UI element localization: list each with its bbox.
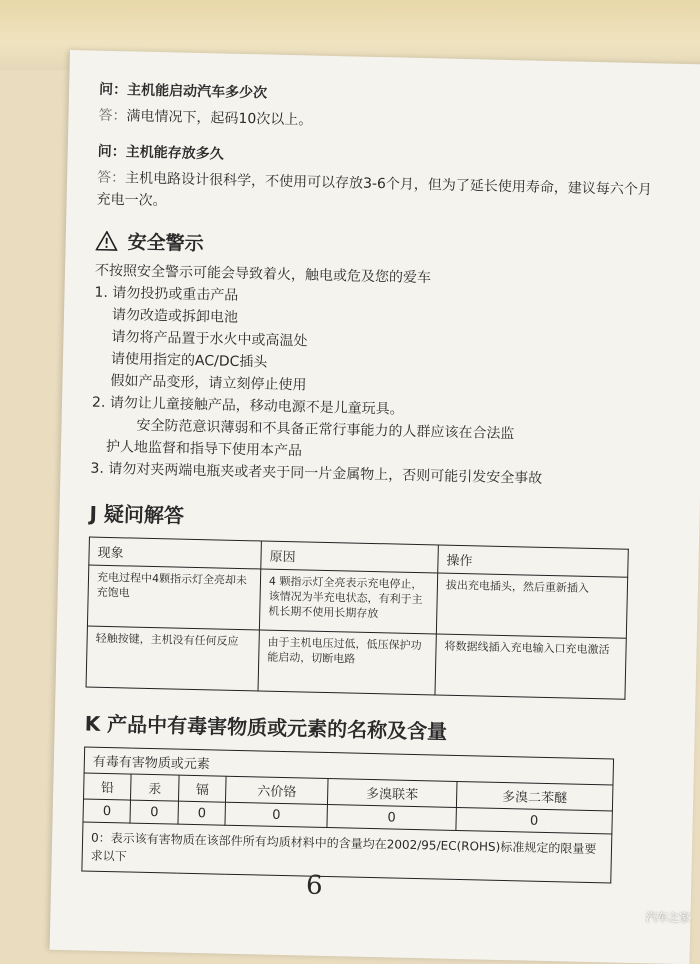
safety-intro: 不按照安全警示可能会导致着火，触电或危及您的爱车 bbox=[95, 260, 655, 295]
qa-block-1 bbox=[98, 79, 659, 140]
safety-item: 假如产品变形，请立刻停止使用 bbox=[92, 370, 652, 405]
table-row bbox=[86, 626, 626, 699]
page-number: 6 bbox=[306, 871, 323, 901]
hazard-value: 0 bbox=[178, 801, 226, 825]
question-1: 问：主机能启动汽车多少次 bbox=[99, 79, 659, 112]
faq-table bbox=[86, 537, 629, 700]
hazard-note: 0：表示该有害物质在该部件所有均质材料中的含量均在2002/95/EC(ROHS)标准规定的限量要求以下 bbox=[82, 822, 612, 883]
warning-triangle-icon bbox=[95, 230, 117, 250]
hazard-value: 0 bbox=[456, 807, 613, 834]
watermark: 汽车之家 bbox=[646, 909, 690, 925]
hazard-column: 镉 bbox=[178, 775, 226, 802]
faq-cell: 充电过程中4颗指示灯全亮却未充饱电 bbox=[87, 565, 260, 630]
manual-page bbox=[50, 50, 700, 964]
hazard-value: 0 bbox=[130, 800, 178, 824]
hazard-value: 0 bbox=[225, 802, 327, 827]
hazard-column: 汞 bbox=[131, 774, 179, 801]
question-2: 问：主机能存放多久 bbox=[97, 141, 657, 174]
safety-title: 安全警示 bbox=[127, 227, 204, 256]
faq-title: J 疑问解答 bbox=[89, 498, 650, 540]
safety-item: 请勿改造或拆卸电池 bbox=[94, 304, 654, 339]
hazard-table bbox=[81, 747, 614, 884]
safety-item: 2. 请勿让儿童接触产品，移动电源不是儿童玩具。 bbox=[92, 392, 652, 427]
faq-cell: 由于主机电压过低，低压保护功能启动，切断电路 bbox=[258, 630, 436, 695]
faq-cell: 轻触按键，主机没有任何反应 bbox=[86, 626, 259, 691]
safety-item: 1. 请勿投扔或重击产品 bbox=[94, 282, 654, 317]
safety-item: 3. 请勿对夹两端电瓶夹或者夹于同一片金属物上，否则可能引发安全事故 bbox=[90, 458, 650, 493]
faq-header: 原因 bbox=[261, 541, 439, 573]
answer-label: 答： bbox=[98, 108, 126, 125]
hazard-value: 0 bbox=[83, 799, 131, 823]
hazard-column: 多溴二苯醚 bbox=[456, 781, 613, 811]
faq-cell: 将数据线插入充电输入口充电激活 bbox=[435, 634, 626, 699]
answer-text: 主机电路设计很科学，不使用可以存放3-6个月，但为了延长使用寿命，建议每六个月充电一次。 bbox=[96, 170, 652, 209]
qa-block-2 bbox=[96, 141, 657, 224]
answer-1 bbox=[98, 105, 658, 140]
hazard-header: 有毒有害物质或元素 bbox=[84, 747, 613, 785]
hazard-column: 多溴联苯 bbox=[327, 779, 456, 808]
hazard-value: 0 bbox=[327, 805, 456, 831]
faq-header: 操作 bbox=[438, 545, 629, 577]
answer-text: 满电情况下，起码10次以上。 bbox=[126, 108, 312, 128]
safety-item: 护人地监督和指导下使用本产品 bbox=[91, 436, 651, 471]
hazard-title: K 产品中有毒害物质或元素的名称及含量 bbox=[84, 708, 645, 750]
page-content bbox=[81, 79, 659, 885]
answer-label: 答： bbox=[97, 170, 125, 187]
safety-item: 请勿将产品置于水火中或高温处 bbox=[93, 326, 653, 361]
safety-item: 安全防范意识薄弱和不具备正常行事能力的人群应该在合法监 bbox=[91, 414, 651, 449]
faq-header: 现象 bbox=[89, 537, 262, 569]
answer-2 bbox=[96, 167, 657, 224]
hazard-column: 六价铬 bbox=[226, 776, 328, 804]
faq-cell: 4 颗指示灯全亮表示充电停止，该情况为半充电状态，有利于主机长期不使用长期存放 bbox=[259, 569, 437, 634]
safety-item: 请使用指定的AC/DC插头 bbox=[93, 348, 653, 383]
safety-heading bbox=[95, 227, 655, 267]
hazard-column: 铅 bbox=[84, 773, 132, 800]
faq-cell: 拔出充电插头，然后重新插入 bbox=[436, 573, 627, 638]
safety-list bbox=[90, 260, 655, 493]
